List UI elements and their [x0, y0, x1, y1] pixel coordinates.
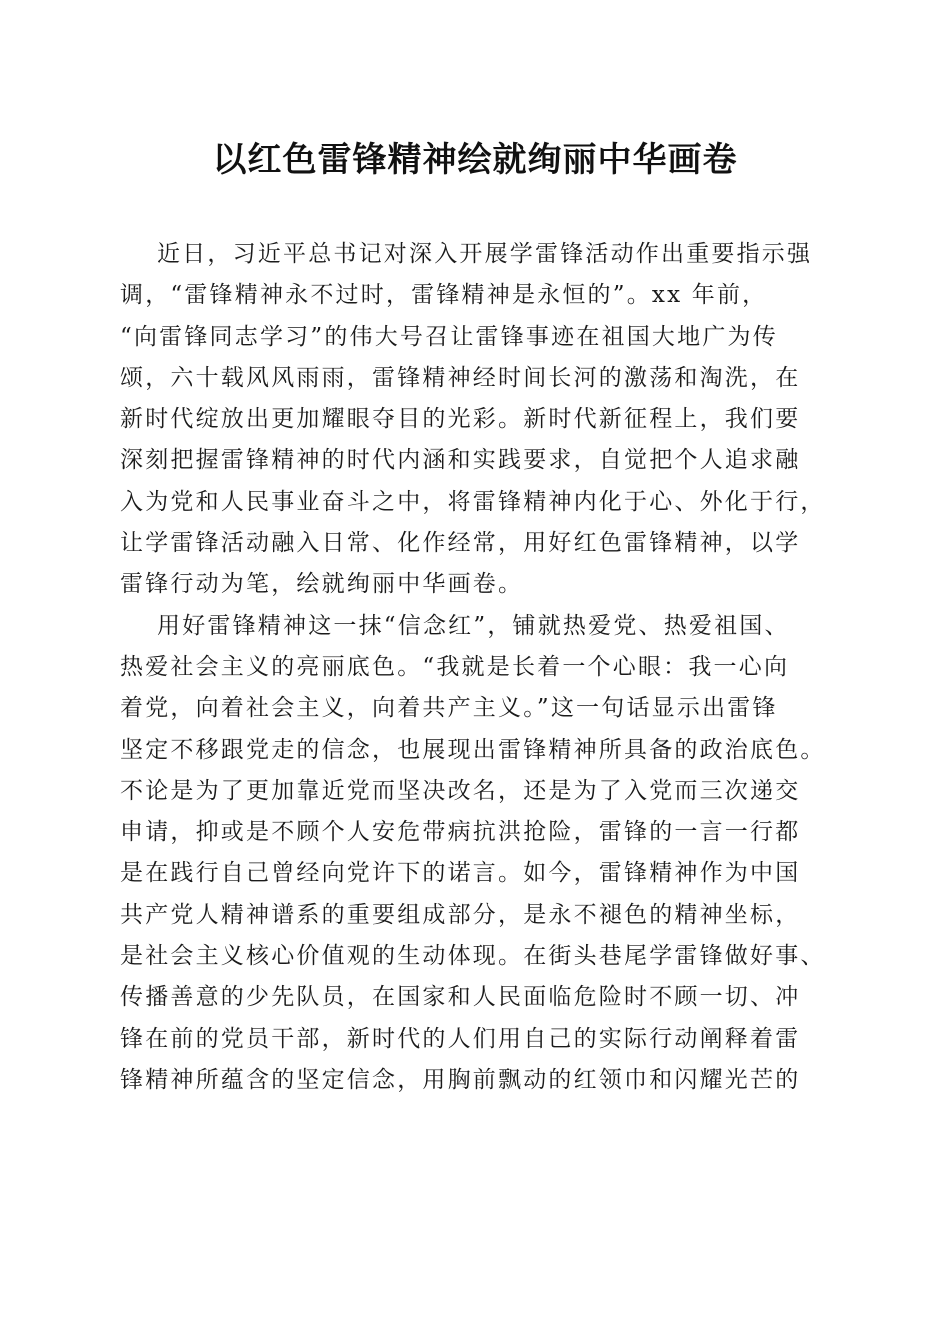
paragraph-1	[120, 234, 832, 606]
text-line: 锋精神所蕴含的坚定信念，用胸前飘动的红领巾和闪耀光芒的	[120, 1066, 801, 1093]
text-line: 颂，六十载风风雨雨，雷锋精神经时间长河的激荡和淘洗，在	[120, 364, 801, 391]
text-line: 近日，习近平总书记对深入开展学雷锋活动作出重要指示强	[157, 241, 813, 267]
text-line: 新时代绽放出更加耀眼夺目的光彩。新时代新征程上，我们要	[120, 406, 801, 433]
text-line: 锋在前的党员干部，新时代的人们用自己的实际行动阐释着雷	[120, 1025, 801, 1052]
text-line: 调，“雷锋精神永不过时，雷锋精神是永恒的”。xx 年前，	[120, 282, 768, 309]
text-line: 坚定不移跟党走的信念，也展现出雷锋精神所具备的政治底色。	[120, 736, 826, 763]
text-line: 深刻把握雷锋精神的时代内涵和实践要求，自觉把个人追求融	[120, 447, 801, 474]
text-line: 让学雷锋活动融入日常、化作经常，用好红色雷锋精神，以学	[120, 530, 801, 557]
article-body	[120, 234, 832, 1101]
text-line: 热爱社会主义的亮丽底色。“我就是长着一个心眼：我一心向	[120, 653, 790, 680]
text-line: 不论是为了更加靠近党而坚决改名，还是为了入党而三次递交	[120, 777, 801, 804]
text-line: 申请，抑或是不顾个人安危带病抗洪抢险，雷锋的一言一行都	[120, 819, 801, 846]
text-line: 是社会主义核心价值观的生动体现。在街头巷尾学雷锋做好事、	[120, 943, 826, 970]
text-line: 雷锋行动为笔，绘就绚丽中华画卷。	[120, 571, 524, 598]
text-line: 共产党人精神谱系的重要组成部分，是永不褪色的精神坐标，	[120, 901, 801, 928]
page-title: 以红色雷锋精神绘就绚丽中华画卷	[212, 140, 738, 180]
text-line: “向雷锋同志学习”的伟大号召让雷锋事迹在祖国大地广为传	[120, 323, 778, 350]
paragraph-2	[120, 606, 832, 1102]
text-line: 着党，向着社会主义，向着共产主义。”这一句话显示出雷锋	[120, 695, 778, 722]
text-line: 传播善意的少先队员，在国家和人民面临危险时不顾一切、冲	[120, 984, 801, 1011]
text-line: 用好雷锋精神这一抹“信念红”，铺就热爱党、热爱祖国、	[157, 612, 790, 639]
text-line: 是在践行自己曾经向党许下的诺言。如今，雷锋精神作为中国	[120, 860, 801, 887]
text-line: 入为党和人民事业奋斗之中，将雷锋精神内化于心、外化于行，	[120, 488, 826, 515]
